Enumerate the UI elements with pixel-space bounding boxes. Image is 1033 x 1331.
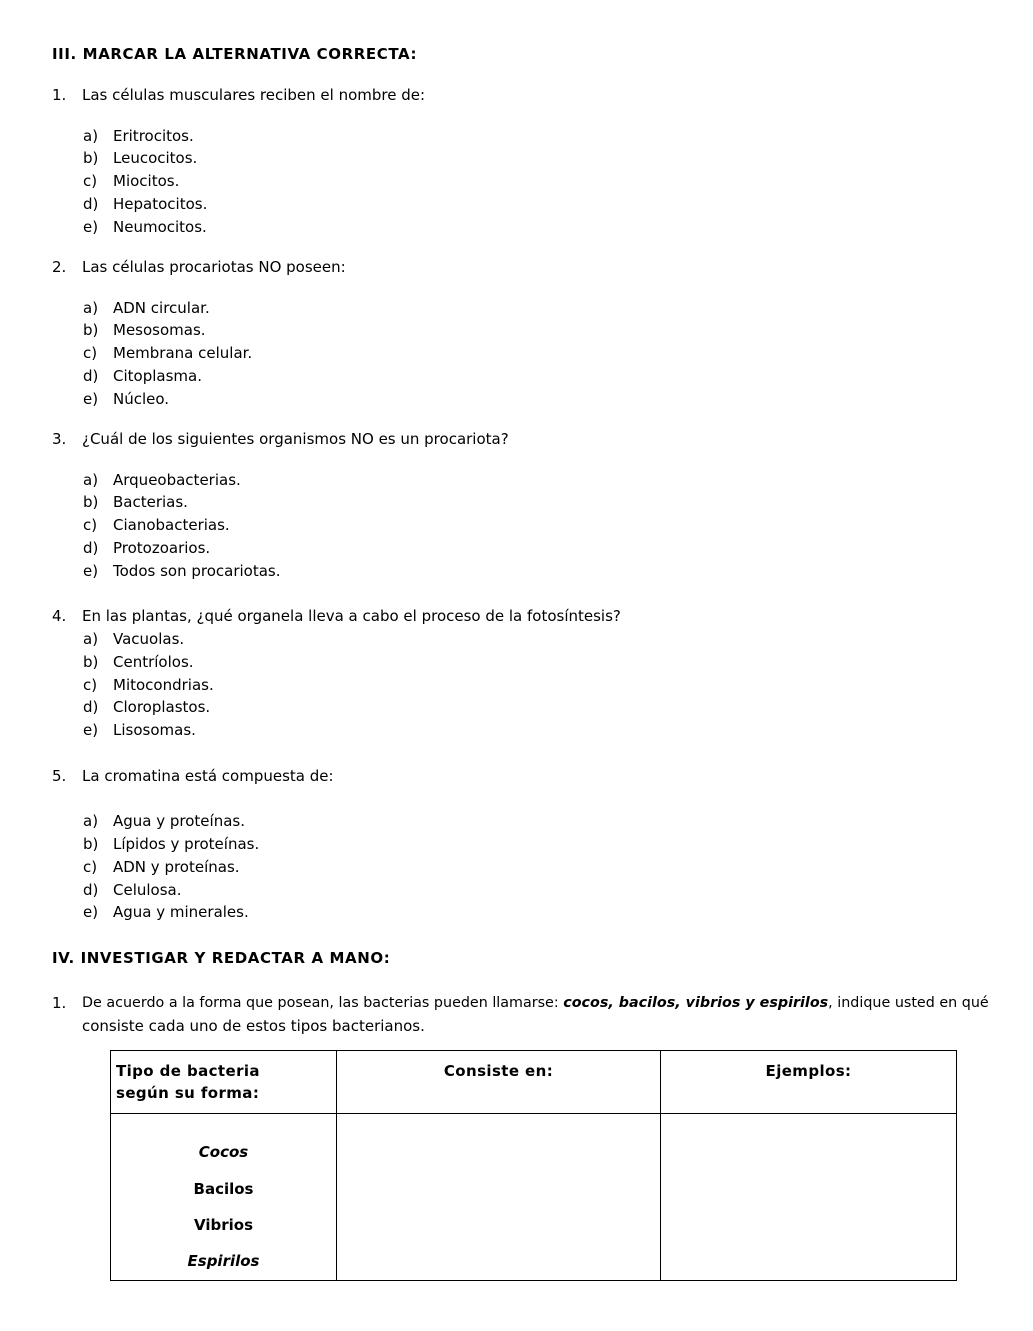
q4-option-d-text: Cloroplastos. [113, 698, 211, 716]
header-ejemplos-cell [661, 1051, 957, 1114]
q1-text-pre: De acuerdo a la forma que posean, las bacterias pueden llamarse: [82, 995, 564, 1011]
q2-option-e-text: Núcleo. [113, 390, 170, 408]
q3-option-c-text: Cianobacterias. [113, 516, 230, 534]
question-1-number: 1. [52, 86, 67, 104]
q4-option-b-text: Centríolos. [113, 653, 194, 671]
ejemplos-answer-cell[interactable] [661, 1114, 957, 1281]
q1-option-e-text: Neumocitos. [113, 218, 207, 236]
q3-option-a-letter: a) [83, 471, 99, 489]
q2-option-b-text: Mesosomas. [113, 321, 206, 339]
type-cocos: Cocos [198, 1143, 249, 1161]
question-2-number: 2. [52, 258, 67, 276]
section-4-title: IV. INVESTIGAR Y REDACTAR A MANO: [52, 949, 391, 967]
question-3-text: ¿Cuál de los siguientes organismos NO es un procariota? [82, 430, 509, 448]
header-ejemplos: Ejemplos: [765, 1062, 852, 1080]
type-vibrios: Vibrios [194, 1216, 253, 1234]
q3-option-d-text: Protozoarios. [113, 539, 211, 557]
q1-text-post: , indique usted en qué [828, 995, 989, 1011]
q3-option-e-letter: e) [83, 562, 99, 580]
section-4-question-1-line-1 [82, 993, 989, 1013]
q5-option-e-text: Agua y minerales. [113, 903, 249, 921]
q5-option-b-letter: b) [83, 835, 99, 853]
q4-option-c-letter: c) [83, 676, 98, 694]
q5-option-d-text: Celulosa. [113, 881, 182, 899]
q4-option-a-text: Vacuolas. [113, 630, 185, 648]
section-4-question-1-number: 1. [52, 994, 67, 1012]
q3-option-c-letter: c) [83, 516, 98, 534]
header-type-cell [111, 1051, 337, 1114]
q4-option-e-text: Lisosomas. [113, 721, 196, 739]
q2-option-c-text: Membrana celular. [113, 344, 253, 362]
q4-option-b-letter: b) [83, 653, 99, 671]
q5-option-e-letter: e) [83, 903, 99, 921]
q2-option-d-text: Citoplasma. [113, 367, 202, 385]
question-5-text: La cromatina está compuesta de: [82, 767, 334, 785]
question-4-number: 4. [52, 607, 67, 625]
q1-option-b-text: Leucocitos. [113, 149, 198, 167]
header-type-line-2: según su forma: [116, 1084, 260, 1102]
q3-option-b-letter: b) [83, 493, 99, 511]
q2-option-d-letter: d) [83, 367, 99, 385]
header-consiste: Consiste en: [443, 1062, 554, 1080]
q1-option-c-text: Miocitos. [113, 172, 180, 190]
q5-option-c-text: ADN y proteínas. [113, 858, 240, 876]
table-body-row [111, 1114, 957, 1281]
q5-option-c-letter: c) [83, 858, 98, 876]
q3-option-b-text: Bacterias. [113, 493, 188, 511]
q1-option-a-text: Eritrocitos. [113, 127, 194, 145]
q1-option-d-text: Hepatocitos. [113, 195, 208, 213]
q4-option-d-letter: d) [83, 698, 99, 716]
q5-option-b-text: Lípidos y proteínas. [113, 835, 260, 853]
q5-option-a-letter: a) [83, 812, 99, 830]
q2-option-b-letter: b) [83, 321, 99, 339]
q1-option-b-letter: b) [83, 149, 99, 167]
section-3-title: III. MARCAR LA ALTERNATIVA CORRECTA: [52, 45, 418, 63]
q5-option-d-letter: d) [83, 881, 99, 899]
q1-option-a-letter: a) [83, 127, 99, 145]
q2-option-a-letter: a) [83, 299, 99, 317]
types-cell [111, 1114, 337, 1281]
q4-option-e-letter: e) [83, 721, 99, 739]
question-4-text: En las plantas, ¿qué organela lleva a cabo el proceso de la fotosíntesis? [82, 607, 621, 625]
q3-option-d-letter: d) [83, 539, 99, 557]
q2-option-e-letter: e) [83, 390, 99, 408]
type-espirilos: Espirilos [187, 1252, 260, 1270]
question-3-number: 3. [52, 430, 67, 448]
header-type-line-1: Tipo de bacteria [116, 1062, 260, 1080]
q3-option-e-text: Todos son procariotas. [113, 562, 281, 580]
consiste-answer-cell[interactable] [337, 1114, 661, 1281]
type-bacilos: Bacilos [193, 1180, 254, 1198]
q1-option-c-letter: c) [83, 172, 98, 190]
bacteria-table [110, 1050, 957, 1281]
question-5-number: 5. [52, 767, 67, 785]
question-2-text: Las células procariotas NO poseen: [82, 258, 346, 276]
section-4-question-1-line-2: consiste cada uno de estos tipos bacterianos. [82, 1017, 425, 1035]
q4-option-c-text: Mitocondrias. [113, 676, 214, 694]
q4-option-a-letter: a) [83, 630, 99, 648]
q5-option-a-text: Agua y proteínas. [113, 812, 245, 830]
question-1-text: Las células musculares reciben el nombre de: [82, 86, 426, 104]
header-consiste-cell [337, 1051, 661, 1114]
q3-option-a-text: Arqueobacterias. [113, 471, 241, 489]
q1-option-d-letter: d) [83, 195, 99, 213]
q2-option-a-text: ADN circular. [113, 299, 210, 317]
q1-option-e-letter: e) [83, 218, 99, 236]
table-header-row [111, 1051, 957, 1114]
q1-text-emphasis: cocos, bacilos, vibrios y espirilos [563, 995, 829, 1011]
q2-option-c-letter: c) [83, 344, 98, 362]
